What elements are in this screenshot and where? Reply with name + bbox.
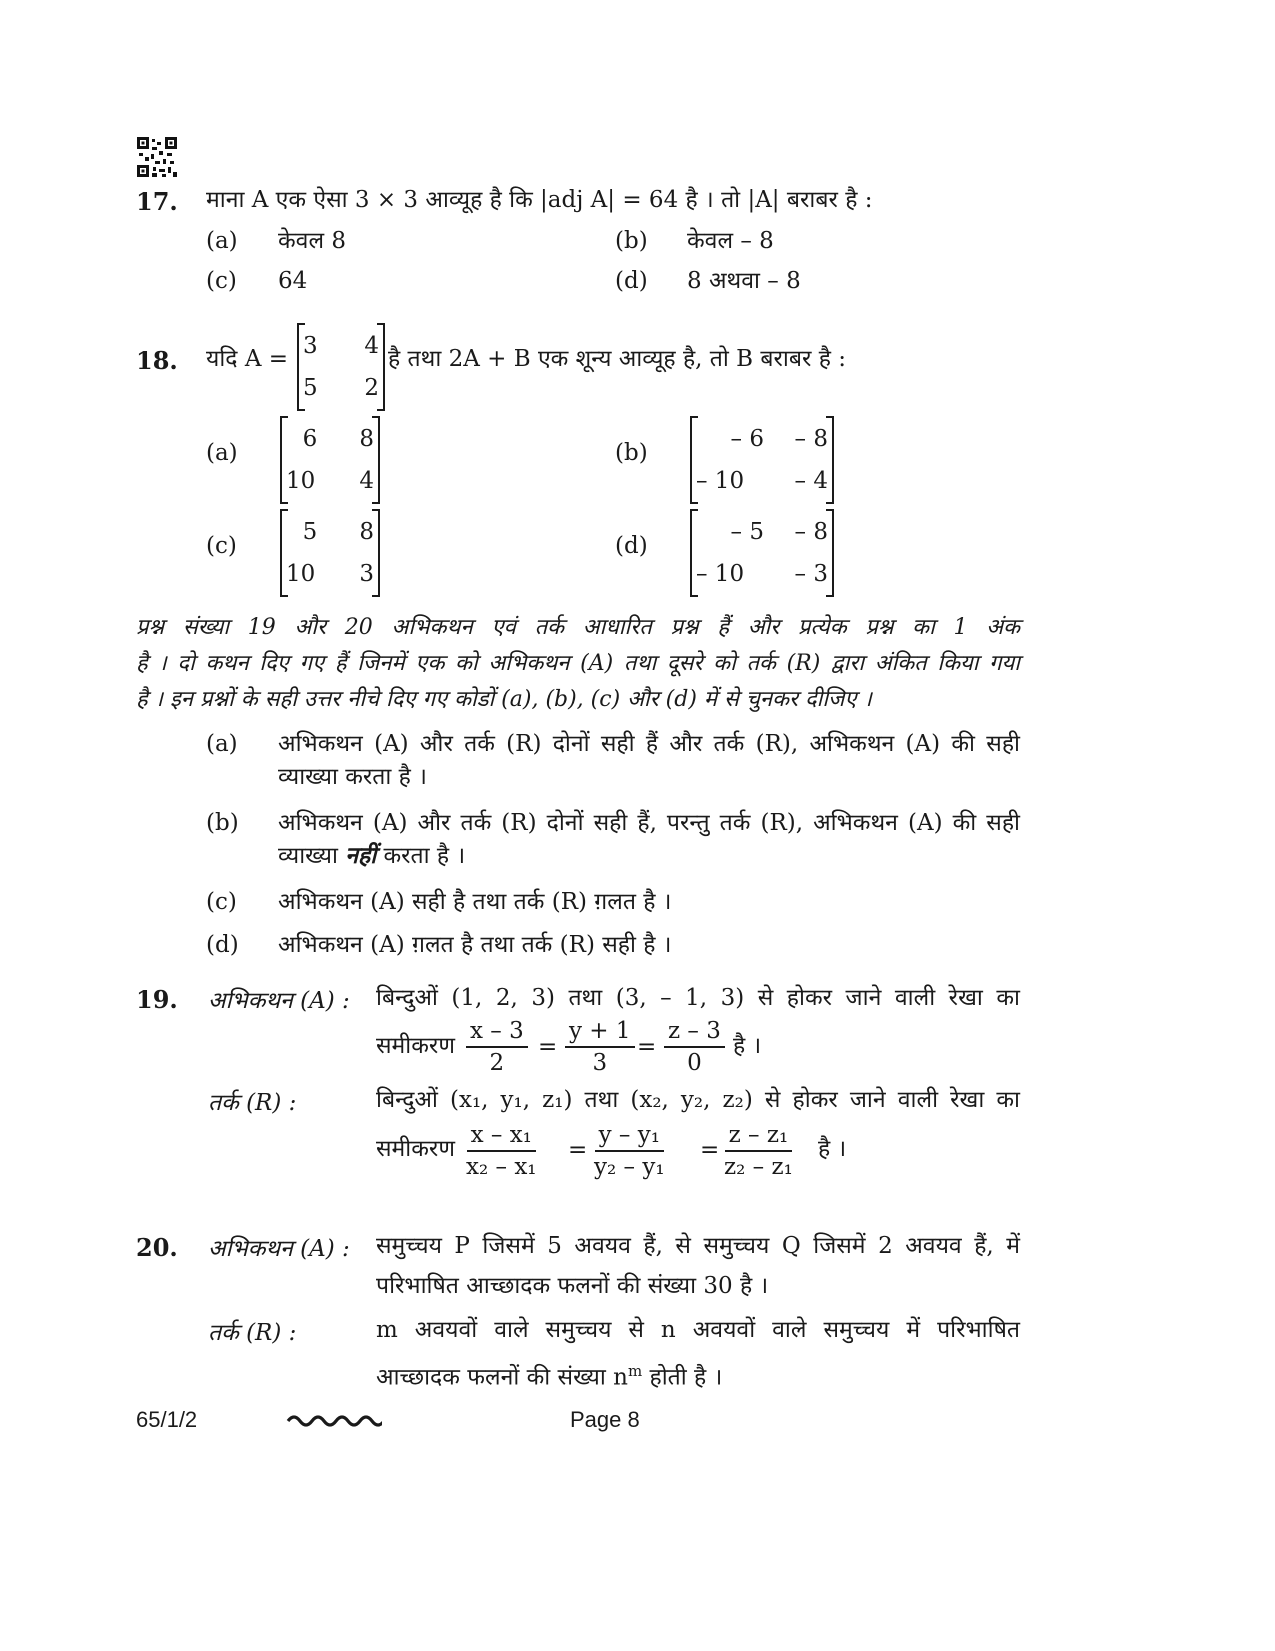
fraction [466, 1016, 528, 1078]
matrix-cell: 5 [303, 375, 318, 401]
matrix-cell: – 10 [696, 561, 745, 587]
page-number: Page 8 [570, 1407, 640, 1432]
fraction [565, 1016, 635, 1078]
matrix-cell: 5 [302, 519, 318, 545]
assertion-text: समुच्चय P जिसमें 5 अवयव हैं, से समुच्चय Q जिसमें 2 अवयव हैं, में [376, 1233, 1020, 1259]
emphasis-text: नहीं [345, 842, 377, 869]
question-number-20: 20. [136, 1233, 178, 1262]
code-text: अभिकथन (A) और तर्क (R) दोनों सही हैं, परन्तु तर्क (R), अभिकथन (A) की सही [278, 810, 1020, 836]
assertion-text: परिभाषित आच्छादक फलनों की संख्या 30 है । [376, 1273, 769, 1299]
code-label: (b) [206, 810, 239, 836]
option-label: (d) [615, 533, 648, 559]
paper-code: 65/1/2 [136, 1407, 198, 1432]
matrix-cell: – 10 [696, 468, 745, 494]
fraction-numerator: z – z₁ [725, 1120, 793, 1152]
fraction [724, 1120, 793, 1182]
fraction-denominator: x₂ – x₁ [466, 1154, 537, 1180]
matrix-a [297, 323, 385, 411]
equals-sign: = [538, 1034, 558, 1060]
fraction-denominator: 2 [489, 1050, 505, 1076]
code-label: (c) [206, 889, 237, 915]
exponent: m [627, 1362, 643, 1380]
matrix-cell: – 4 [794, 468, 828, 494]
matrix-cell: 4 [359, 468, 374, 494]
code-text-line2 [278, 841, 465, 871]
matrix-cell: – 3 [794, 561, 828, 587]
question-18-post: है तथा 2A + B एक शून्य आव्यूह है, तो B बराबर है : [388, 346, 847, 372]
matrix-cell: 10 [286, 561, 316, 587]
matrix-cell: 4 [364, 333, 379, 359]
code-label: (a) [206, 731, 238, 757]
reason-label: तर्क (R) : [208, 1320, 297, 1346]
code-text: करता है । [383, 843, 466, 869]
option-label: (d) [615, 268, 648, 294]
matrix-cell: 6 [302, 426, 318, 452]
option-text: 64 [278, 268, 308, 294]
reason-text: आच्छादक फलनों की संख्या n [376, 1364, 628, 1391]
matrix-cell: 3 [303, 333, 318, 359]
equals-sign: = [568, 1137, 588, 1163]
fraction-denominator: 0 [687, 1050, 702, 1076]
assertion-label: अभिकथन (A) : [208, 988, 350, 1014]
matrix-cell: – 8 [794, 519, 828, 545]
option-text: केवल – 8 [687, 228, 774, 254]
fraction-denominator: 3 [592, 1050, 608, 1076]
fraction-numerator: z – 3 [664, 1016, 725, 1048]
matrix-cell: 10 [286, 468, 316, 494]
option-label: (a) [206, 440, 238, 466]
matrix-option-a [280, 416, 380, 504]
code-text: अभिकथन (A) और तर्क (R) दोनों सही हैं और तर्क (R), अभिकथन (A) की सही [278, 731, 1020, 757]
matrix-option-d [690, 509, 834, 597]
code-text: अभिकथन (A) सही है तथा तर्क (R) ग़लत है । [278, 889, 672, 915]
fraction-numerator: y + 1 [565, 1016, 635, 1048]
option-text: केवल 8 [278, 228, 346, 254]
matrix-option-b [690, 416, 834, 504]
code-text: अभिकथन (A) ग़लत है तथा तर्क (R) सही है । [278, 932, 672, 958]
reason-text-line2 [376, 1356, 722, 1393]
option-label: (a) [206, 228, 238, 254]
question-number-19: 19. [136, 985, 178, 1014]
fraction-numerator: x – x₁ [467, 1120, 536, 1152]
equation-suffix: है । [818, 1136, 847, 1162]
assertion-label: अभिकथन (A) : [208, 1236, 350, 1262]
code-text: व्याख्या [278, 843, 338, 869]
equation-prefix: समीकरण [376, 1136, 455, 1162]
option-label: (b) [615, 440, 648, 466]
matrix-cell: 8 [359, 426, 374, 452]
question-number-18: 18. [136, 346, 178, 375]
matrix-cell: – 8 [794, 426, 828, 452]
code-label: (d) [206, 932, 239, 958]
matrix-cell: – 5 [730, 519, 764, 545]
question-18-pre: यदि A = [206, 346, 289, 372]
tilde-separator-icon [286, 1410, 382, 1428]
code-text: व्याख्या करता है । [278, 764, 427, 790]
equals-sign: = [700, 1137, 720, 1163]
matrix-cell: 8 [359, 519, 374, 545]
assertion-text: बिन्दुओं (1, 2, 3) तथा (3, – 1, 3) से होकर जाने वाली रेखा का [376, 985, 1020, 1011]
question-17-text: माना A एक ऐसा 3 × 3 आव्यूह है कि |adj A| = 64 है । तो |A| बराबर है : [206, 187, 873, 213]
option-label: (c) [206, 268, 237, 294]
option-label: (c) [206, 533, 237, 559]
fraction-denominator: z₂ – z₁ [724, 1154, 793, 1180]
fraction [594, 1120, 665, 1182]
reason-label: तर्क (R) : [208, 1090, 297, 1116]
reason-text: बिन्दुओं (x₁, y₁, z₁) तथा (x₂, y₂, z₂) से होकर जाने वाली रेखा का [376, 1087, 1020, 1113]
question-number-17: 17. [136, 187, 178, 216]
matrix-cell: 3 [359, 561, 374, 587]
equation-suffix: है । [733, 1033, 762, 1059]
fraction-numerator: x – 3 [466, 1016, 528, 1048]
instructions-line: है । इन प्रश्नों के सही उत्तर नीचे दिए गए कोडों (a), (b), (c) और (d) में से चुनकर दीजिए । [136, 687, 872, 712]
reason-text: होती है । [642, 1364, 723, 1391]
fraction [466, 1120, 537, 1182]
option-text: 8 अथवा – 8 [687, 268, 801, 294]
qr-code-icon [137, 137, 177, 177]
fraction [664, 1016, 725, 1078]
fraction-numerator: y – y₁ [595, 1120, 664, 1152]
matrix-cell: 2 [364, 375, 379, 401]
option-label: (b) [615, 228, 648, 254]
equation-prefix: समीकरण [376, 1033, 455, 1059]
reason-text: m अवयवों वाले समुच्चय से n अवयवों वाले समुच्चय में परिभाषित [376, 1317, 1020, 1343]
instructions-line: है । दो कथन दिए गए हैं जिनमें एक को अभिकथन (A) तथा दूसरे को तर्क (R) द्वारा अंकित किया गया [136, 651, 1020, 676]
matrix-cell: – 6 [730, 426, 764, 452]
equals-sign: = [637, 1034, 657, 1060]
fraction-denominator: y₂ – y₁ [594, 1154, 665, 1180]
instructions-line: प्रश्न संख्या 19 और 20 अभिकथन एवं तर्क आधारित प्रश्न हैं और प्रत्येक प्रश्न का 1 अंक [136, 615, 1020, 640]
matrix-option-c [280, 509, 380, 597]
